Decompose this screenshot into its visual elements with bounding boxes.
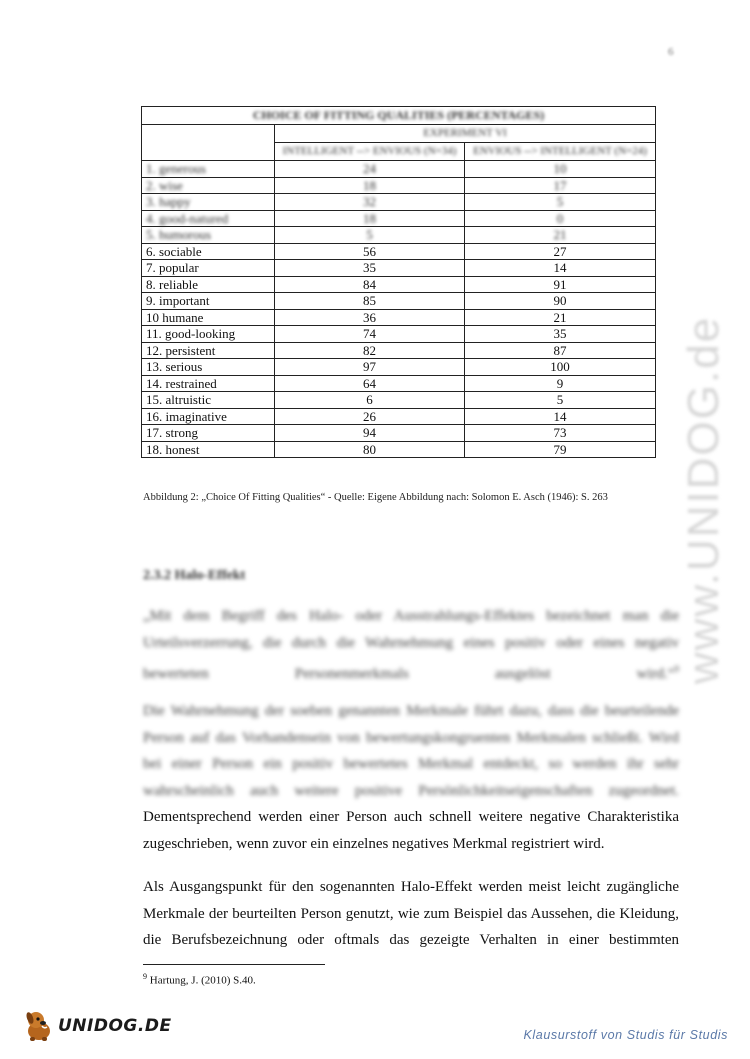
row-label: 3. happy xyxy=(142,194,275,211)
value-envious-intelligent: 17 xyxy=(465,177,656,194)
paragraph-3: Als Ausgangspunkt für den sogenannten Halo-Effekt werden meist leicht zugängliche Merkmale der beurteilten Person genutzt, wie zum Beispiel das Aussehen, die Kleidung, die Berufsbezeichnung oder oftmals das gezeigte Verhalten in einer bestimmten xyxy=(143,879,679,948)
column-header-envious-intelligent: ENVIOUS --> INTELLIGENT (N=24) xyxy=(465,143,656,161)
table-row xyxy=(142,392,656,409)
value-envious-intelligent: 100 xyxy=(465,359,656,376)
value-intelligent-envious: 32 xyxy=(275,194,465,211)
value-envious-intelligent: 14 xyxy=(465,408,656,425)
column-header-intelligent-envious: INTELLIGENT --> ENVIOUS (N=34) xyxy=(275,143,465,161)
qualities-table-container xyxy=(141,106,655,458)
row-label: 1. generous xyxy=(142,161,275,178)
value-intelligent-envious: 85 xyxy=(275,293,465,310)
footnote-rule xyxy=(143,964,325,965)
unidog-logo xyxy=(22,1009,172,1043)
table-row xyxy=(142,177,656,194)
paragraph-2 xyxy=(143,698,679,857)
value-envious-intelligent: 0 xyxy=(465,210,656,227)
value-intelligent-envious: 5 xyxy=(275,227,465,244)
row-label: 11. good-looking xyxy=(142,326,275,343)
value-envious-intelligent: 10 xyxy=(465,161,656,178)
footnote xyxy=(143,972,256,987)
table-row xyxy=(142,293,656,310)
value-intelligent-envious: 84 xyxy=(275,276,465,293)
row-label: 2. wise xyxy=(142,177,275,194)
table-empty-header xyxy=(142,125,275,161)
logo-text: UNIDOG.DE xyxy=(58,1016,172,1036)
value-intelligent-envious: 18 xyxy=(275,210,465,227)
table-row xyxy=(142,326,656,343)
watermark: www.UNIDOG.de xyxy=(679,315,728,685)
value-envious-intelligent: 35 xyxy=(465,326,656,343)
row-label: 13. serious xyxy=(142,359,275,376)
table-row xyxy=(142,227,656,244)
table-body xyxy=(142,161,656,458)
row-label: 17. strong xyxy=(142,425,275,442)
page-number: 6 xyxy=(668,46,674,58)
value-envious-intelligent: 21 xyxy=(465,309,656,326)
table-row xyxy=(142,408,656,425)
value-envious-intelligent: 87 xyxy=(465,342,656,359)
table-row xyxy=(142,441,656,458)
value-envious-intelligent: 21 xyxy=(465,227,656,244)
row-label: 12. persistent xyxy=(142,342,275,359)
section-heading: 2.3.2 Halo-Effekt xyxy=(143,568,246,583)
qualities-table xyxy=(141,106,656,458)
value-envious-intelligent: 5 xyxy=(465,194,656,211)
row-label: 5. humorous xyxy=(142,227,275,244)
row-label: 14. restrained xyxy=(142,375,275,392)
value-intelligent-envious: 24 xyxy=(275,161,465,178)
table-row xyxy=(142,194,656,211)
value-envious-intelligent: 5 xyxy=(465,392,656,409)
quote-text: „Mit dem Begriff des Halo- oder Ausstrahlungs-Effektes bezeichnet man die Urteilsverzerrung, die durch die Wahrnehmung eines positiv oder eines negativ bewerteten Personenmerkmals ausgelöst wird.“ xyxy=(143,608,679,682)
paragraph-2-blurred: Die Wahrnehmung der soeben genannten Merkmale führt dazu, dass die beurteilende Person auf das Vorhandensein von bewertungskongruenten Merkmalen schließt. Wird bei einer Person ein positiv bewertetes Merkmal entdeckt, so werden ihr sehr wahrscheinlich auch weitere positive Persönlichkeitseigenschaften zugeordnet. xyxy=(143,703,679,799)
footnote-number: 9 xyxy=(143,972,147,981)
value-intelligent-envious: 82 xyxy=(275,342,465,359)
table-row xyxy=(142,210,656,227)
value-envious-intelligent: 14 xyxy=(465,260,656,277)
row-label: 7. popular xyxy=(142,260,275,277)
value-intelligent-envious: 18 xyxy=(275,177,465,194)
value-intelligent-envious: 36 xyxy=(275,309,465,326)
value-envious-intelligent: 90 xyxy=(465,293,656,310)
value-intelligent-envious: 94 xyxy=(275,425,465,442)
table-row xyxy=(142,260,656,277)
table-row xyxy=(142,375,656,392)
value-envious-intelligent: 79 xyxy=(465,441,656,458)
experiment-header: EXPERIMENT VI xyxy=(275,125,656,143)
dog-icon xyxy=(22,1009,56,1043)
row-label: 8. reliable xyxy=(142,276,275,293)
table-row xyxy=(142,161,656,178)
value-intelligent-envious: 6 xyxy=(275,392,465,409)
row-label: 4. good-natured xyxy=(142,210,275,227)
row-label: 15. altruistic xyxy=(142,392,275,409)
value-intelligent-envious: 56 xyxy=(275,243,465,260)
table-row xyxy=(142,309,656,326)
paragraph-2-visible: Dementsprechend werden einer Person auch schnell weitere negative Charakteristika zugeschrieben, wenn zuvor ein einzelnes negatives Merkmal registriert wird. xyxy=(143,809,679,852)
value-envious-intelligent: 91 xyxy=(465,276,656,293)
footnote-text: Hartung, J. (2010) S.40. xyxy=(149,974,256,987)
row-label: 16. imaginative xyxy=(142,408,275,425)
value-envious-intelligent: 73 xyxy=(465,425,656,442)
table-title: CHOICE OF FITTING QUALITIES (PERCENTAGES) xyxy=(142,107,656,125)
table-row xyxy=(142,359,656,376)
footer-slogan: Klausurstoff von Studis für Studis xyxy=(523,1028,728,1042)
row-label: 18. honest xyxy=(142,441,275,458)
quote-paragraph xyxy=(143,603,679,688)
value-intelligent-envious: 64 xyxy=(275,375,465,392)
table-row xyxy=(142,243,656,260)
value-intelligent-envious: 97 xyxy=(275,359,465,376)
table-row xyxy=(142,425,656,442)
value-envious-intelligent: 9 xyxy=(465,375,656,392)
value-intelligent-envious: 80 xyxy=(275,441,465,458)
value-intelligent-envious: 35 xyxy=(275,260,465,277)
row-label: 10 humane xyxy=(142,309,275,326)
quote-footnote-ref: 9 xyxy=(674,664,679,674)
row-label: 6. sociable xyxy=(142,243,275,260)
table-row xyxy=(142,276,656,293)
figure-caption: Abbildung 2: „Choice Of Fitting Qualities“ - Quelle: Eigene Abbildung nach: Solomon E. Asch (1946): S. 263 xyxy=(143,492,608,503)
value-intelligent-envious: 26 xyxy=(275,408,465,425)
table-row xyxy=(142,342,656,359)
value-envious-intelligent: 27 xyxy=(465,243,656,260)
value-intelligent-envious: 74 xyxy=(275,326,465,343)
row-label: 9. important xyxy=(142,293,275,310)
